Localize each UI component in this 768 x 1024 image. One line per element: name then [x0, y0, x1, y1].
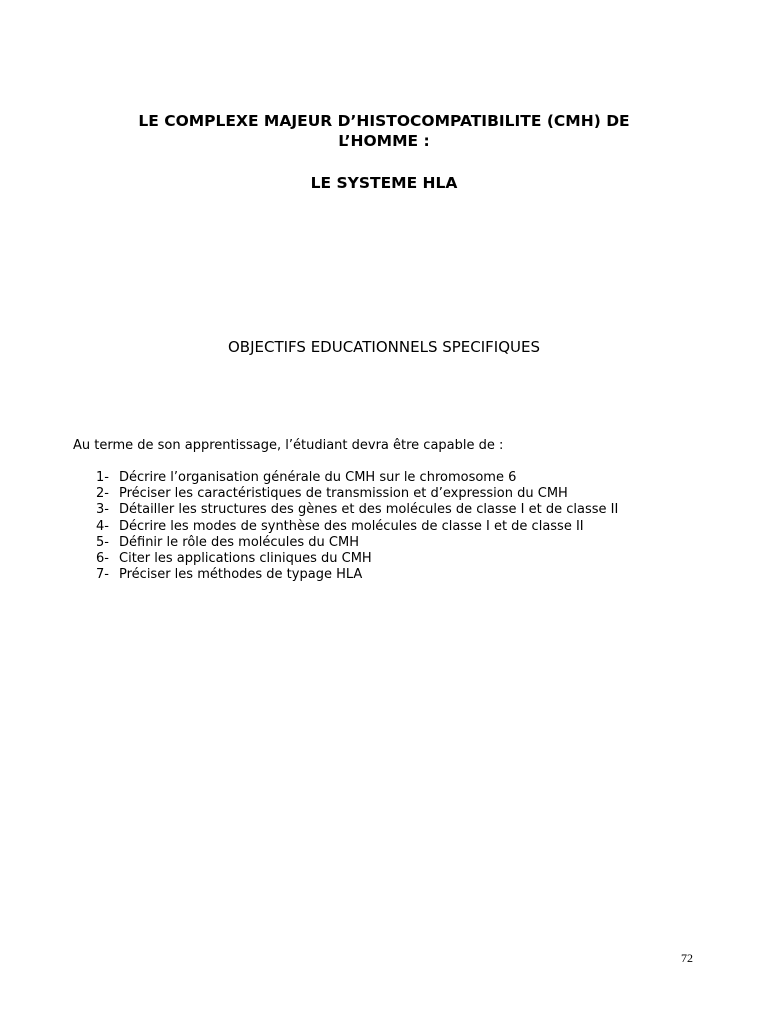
section-heading: OBJECTIFS EDUCATIONNELS SPECIFIQUES [227, 338, 541, 356]
document-title-line-2: L’HOMME : [338, 132, 430, 150]
list-item-text: Décrire l’organisation générale du CMH sur le chromosome 6 [119, 470, 517, 485]
list-item [96, 535, 618, 551]
document-title-line-1: LE COMPLEXE MAJEUR D’HISTOCOMPATIBILITE (CMH) DE [138, 112, 630, 130]
intro-paragraph: Au terme de son apprentissage, l’étudiant devra être capable de : [73, 438, 504, 453]
list-item-number: 5- [96, 534, 109, 550]
list-item-number: 7- [96, 567, 109, 583]
list-item-text: Définir le rôle des molécules du CMH [119, 534, 359, 550]
list-item-text: Décrire les modes de synthèse des molécules de classe I et de classe II [119, 518, 584, 534]
list-item-text: Détailler les structures des gènes et des molécules de classe I et de classe II [119, 502, 619, 518]
list-item-number: 1- [96, 470, 109, 485]
list-item-text: Citer les applications cliniques du CMH [119, 551, 372, 567]
list-item [96, 486, 618, 502]
list-item-text: Préciser les caractéristiques de transmission et d’expression du CMH [119, 486, 568, 502]
list-item [96, 551, 618, 567]
page-number: 72 [681, 951, 693, 965]
objectives-list [96, 470, 618, 583]
list-item [96, 567, 618, 583]
list-item-text: Préciser les méthodes de typage HLA [119, 567, 363, 583]
list-item [96, 470, 618, 486]
list-item [96, 502, 618, 518]
list-item-number: 6- [96, 551, 109, 567]
document-subtitle: LE SYSTEME HLA [310, 174, 458, 192]
list-item-number: 4- [96, 518, 109, 534]
list-item-number: 2- [96, 486, 109, 502]
list-item [96, 519, 618, 535]
list-item-number: 3- [96, 502, 109, 518]
